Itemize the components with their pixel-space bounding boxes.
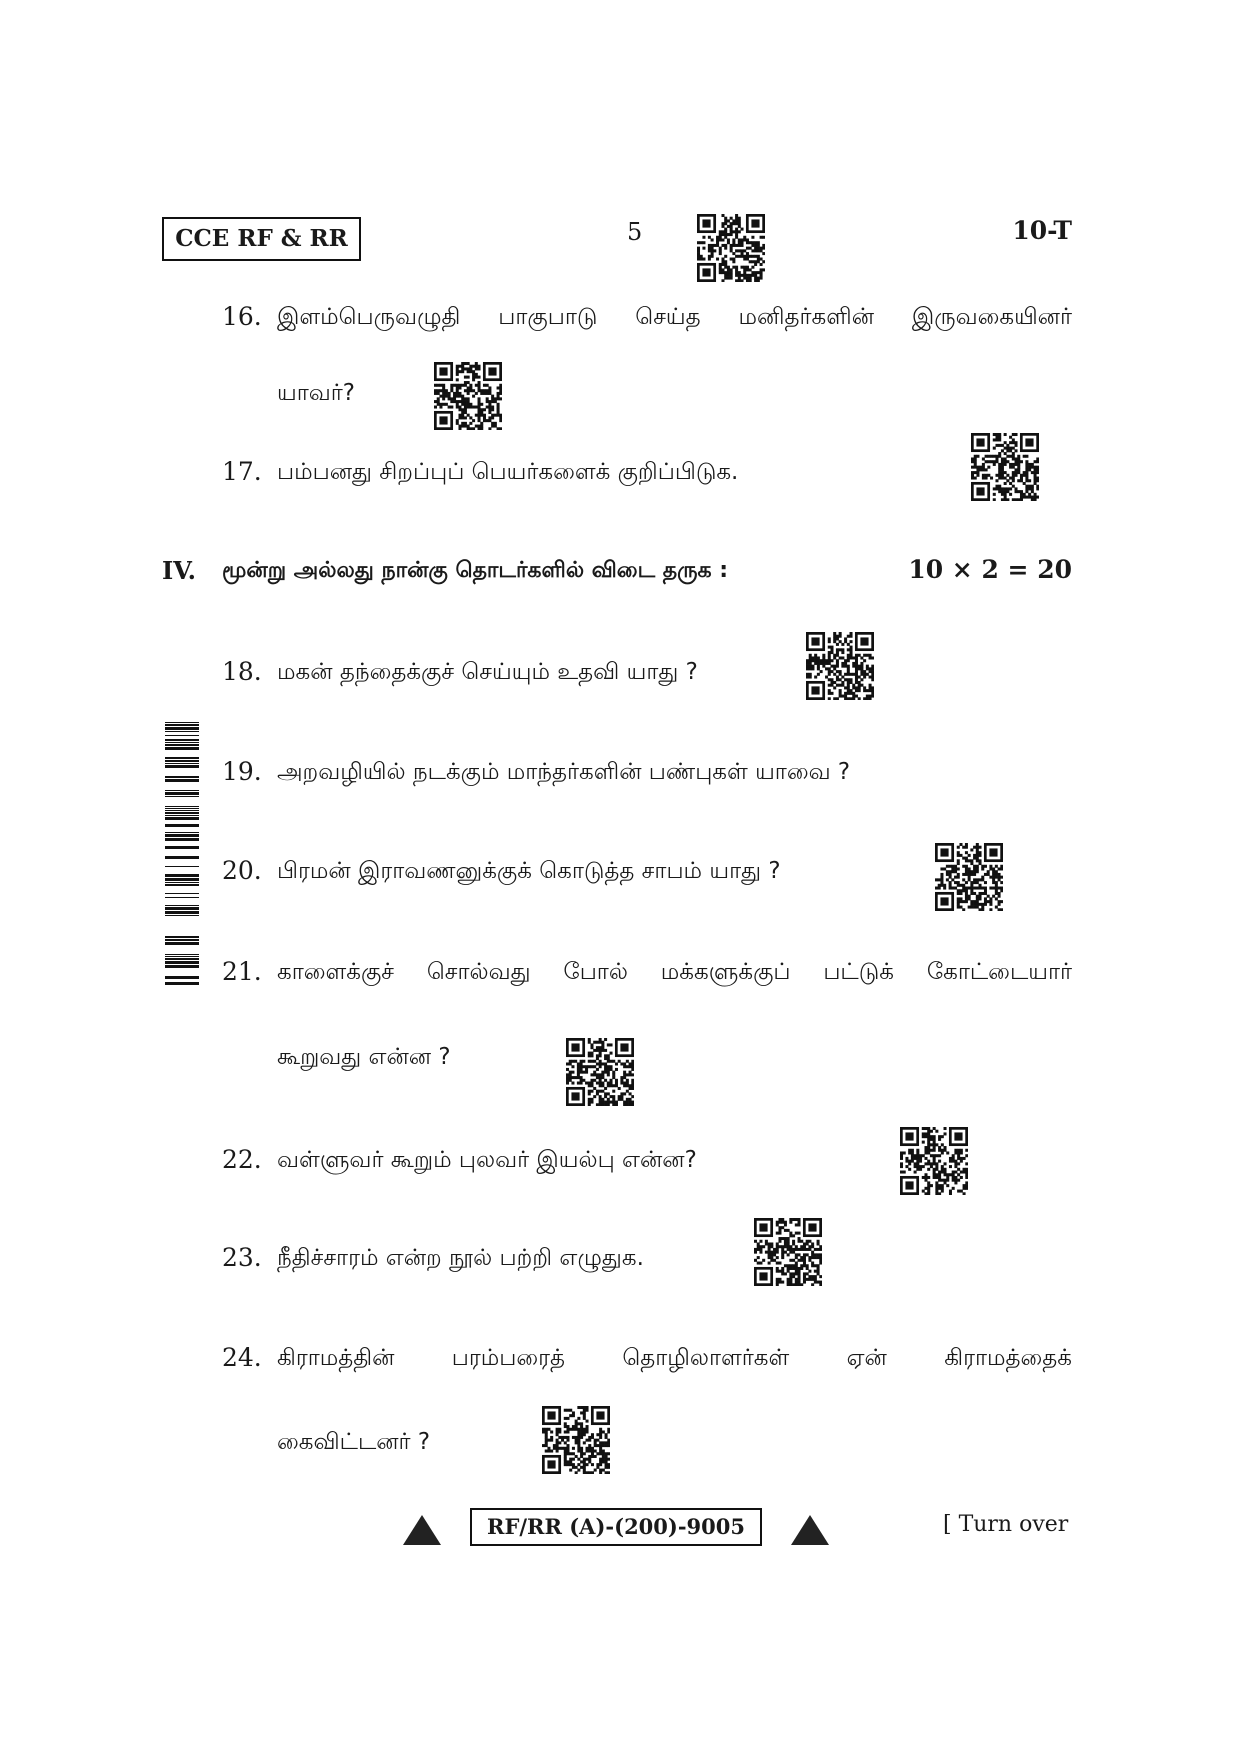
question-24-number: 24.: [222, 1343, 262, 1372]
question-24-line1: [277, 1345, 1072, 1374]
question-16-line2: யாவர்?: [277, 380, 355, 406]
question-24-word: தொழிலாளர்கள்: [622, 1345, 790, 1371]
turn-over-label: [ Turn over: [943, 1512, 1069, 1537]
barcode-icon: [165, 722, 199, 986]
question-20-text: பிரமன் இராவணனுக்குக் கொடுத்த சாபம் யாது ?: [277, 858, 781, 884]
question-21-word: போல்: [563, 959, 628, 985]
qr-code-icon: [697, 214, 765, 282]
question-23-number: 23.: [222, 1243, 262, 1272]
qr-code-icon: [566, 1038, 634, 1106]
question-18-number: 18.: [222, 657, 262, 686]
triangle-marker-icon: [791, 1515, 829, 1545]
qr-code-icon: [754, 1218, 822, 1286]
qr-code-icon: [971, 433, 1039, 501]
question-18-text: மகன் தந்தைக்குச் செய்யும் உதவி யாது ?: [277, 659, 698, 685]
footer-code: RF/RR (A)-(200)-9005: [470, 1508, 762, 1546]
qr-code-icon: [542, 1406, 610, 1474]
question-24-word: கிராமத்தைக்: [944, 1345, 1072, 1371]
question-22-text: வள்ளுவர் கூறும் புலவர் இயல்பு என்ன?: [277, 1147, 697, 1173]
question-21-word: சொல்வது: [426, 959, 531, 985]
question-21-word: கோட்டையார்: [926, 959, 1072, 985]
question-21-line2: கூறுவது என்ன ?: [277, 1044, 451, 1070]
triangle-marker-icon: [403, 1515, 441, 1545]
qr-code-icon: [900, 1127, 968, 1195]
question-22-number: 22.: [222, 1145, 262, 1174]
section-roman-numeral: IV.: [162, 556, 197, 585]
question-24-word: பரம்பரைத்: [451, 1345, 566, 1371]
question-20-number: 20.: [222, 856, 262, 885]
page-number: 5: [627, 218, 643, 246]
question-19-number: 19.: [222, 757, 262, 786]
question-21-line1: [277, 959, 1072, 988]
question-16-word: மனிதர்களின்: [738, 304, 874, 330]
qr-code-icon: [935, 843, 1003, 911]
qr-code-icon: [806, 632, 874, 700]
question-17-number: 17.: [222, 457, 262, 486]
question-21-word: மக்களுக்குப்: [660, 959, 791, 985]
question-16-word: பாகுபாடு: [498, 304, 598, 330]
question-17-text: பம்பனது சிறப்புப் பெயர்களைக் குறிப்பிடுக.: [277, 459, 739, 485]
header-left-code: CCE RF & RR: [162, 217, 361, 261]
question-16-word: இருவகையினர்: [911, 304, 1072, 330]
question-21-number: 21.: [222, 957, 262, 986]
section-title: மூன்று அல்லது நான்கு தொடர்களில் விடை தருக :: [222, 558, 729, 583]
question-24-word: ஏன்: [846, 1345, 887, 1371]
question-23-text: நீதிச்சாரம் என்ற நூல் பற்றி எழுதுக.: [277, 1245, 644, 1271]
qr-code-icon: [434, 362, 502, 430]
question-24-line2: கைவிட்டனர் ?: [277, 1429, 431, 1455]
section-marks: 10 × 2 = 20: [908, 555, 1072, 584]
question-19-text: அறவழியில் நடக்கும் மாந்தர்களின் பண்புகள் யாவை ?: [277, 759, 851, 785]
question-16-word: செய்த: [635, 304, 701, 330]
question-16-number: 16.: [222, 302, 262, 331]
question-21-word: காளைக்குச்: [277, 959, 394, 985]
question-16-word: இளம்பெருவழுதி: [277, 304, 461, 330]
question-24-word: கிராமத்தின்: [277, 1345, 395, 1371]
header-right-code: 10-T: [1012, 216, 1072, 245]
question-21-word: பட்டுக்: [823, 959, 894, 985]
question-16-line1: [277, 304, 1072, 333]
